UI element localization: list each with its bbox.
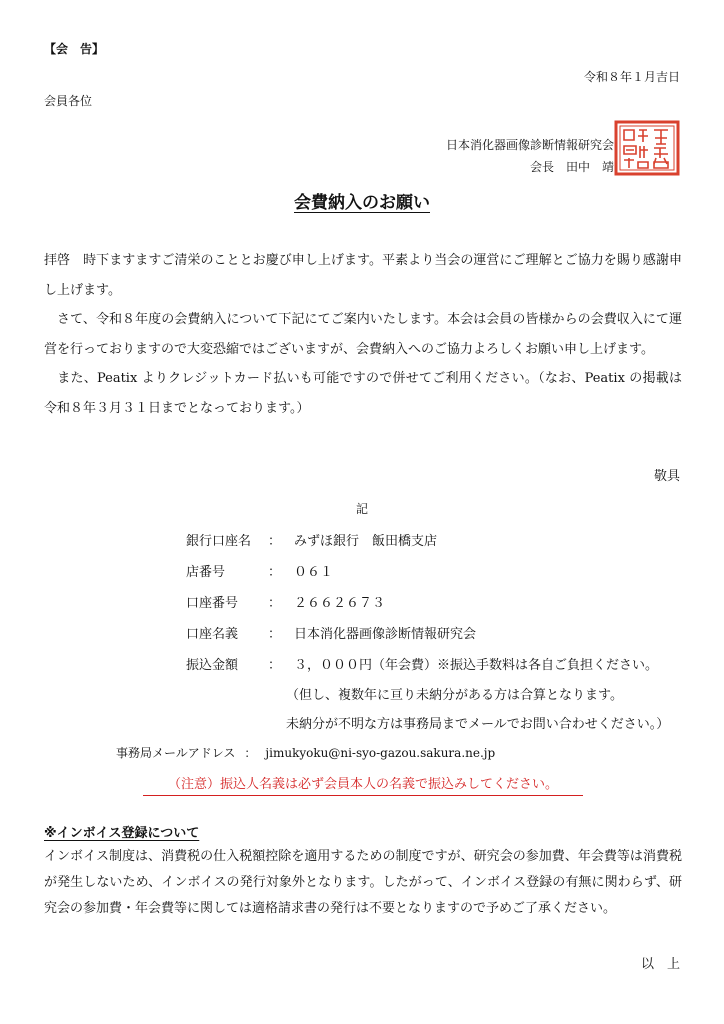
detail-colon: ： xyxy=(268,596,282,611)
detail-bank xyxy=(186,530,437,549)
peatix-paragraph: また、Peatix よりクレジットカード払いも可能ですので併せてご利用ください。（なお、Peatix の掲載は令和８年３月３１日までとなっております。） xyxy=(44,371,682,416)
addressee: 会員各位 xyxy=(44,94,93,108)
detail-colon: ： xyxy=(268,658,282,673)
detail-amount xyxy=(186,654,658,673)
issue-date: 令和８年１月吉日 xyxy=(583,70,680,84)
ending-ijo: 以 上 xyxy=(640,957,680,972)
detail-label: 振込金額 xyxy=(186,658,239,673)
fee-paragraph: さて、令和８年度の会費納入について下記にてご案内いたします。本会は会員の皆様からの会費収入にて運営を行っておりますので大変恐縮ではございますが、会費納入へのご協力よろしくお願い申し上げます。 xyxy=(44,312,682,357)
closing-keigu: 敬具 xyxy=(653,469,680,484)
detail-value: 日本消化器画像診断情報研究会 xyxy=(294,627,477,642)
detail-colon: ： xyxy=(268,534,282,549)
amount-note-2: 未納分が不明な方は事務局までメールでお問い合わせください。） xyxy=(286,717,670,732)
detail-account-holder xyxy=(186,623,476,642)
detail-colon: ： xyxy=(268,565,282,580)
email-label: 事務局メールアドレス xyxy=(116,746,236,760)
organization-name: 日本消化器画像診断情報研究会 xyxy=(445,138,614,152)
detail-branch-number xyxy=(186,561,333,580)
body-text xyxy=(44,246,682,423)
detail-value: みずほ銀行 飯田橋支店 xyxy=(294,534,438,549)
email-row xyxy=(116,744,495,761)
detail-account-number xyxy=(186,592,385,611)
email-address: jimukyoku@ni-syo-gazou.sakura.ne.jp xyxy=(265,746,496,760)
greeting-paragraph: 拝啓 時下ますますご清栄のこととお慶び申し上げます。平素より当会の運営にご理解とご協力を賜り感謝申し上げます。 xyxy=(44,253,682,298)
organization-seal xyxy=(614,120,680,176)
page-title: 会費納入のお願い xyxy=(294,193,430,213)
detail-colon: ： xyxy=(268,627,282,642)
president-name: 会長 田中 靖 xyxy=(529,160,614,174)
invoice-text xyxy=(44,844,682,922)
detail-label: 店番号 xyxy=(186,565,226,580)
detail-label: 銀行口座名 xyxy=(186,534,252,549)
detail-value: ３，０００円（年会費）※振込手数料は各自ご負担ください。 xyxy=(294,658,659,673)
ki-label: 記 xyxy=(356,502,369,516)
detail-label: 口座番号 xyxy=(186,596,239,611)
detail-value: ２６６２６７３ xyxy=(294,596,386,611)
notice-label: 【会 告】 xyxy=(44,42,105,56)
detail-value: ０６１ xyxy=(294,565,334,580)
invoice-heading: ※インボイス登録について xyxy=(44,826,200,841)
amount-note-1: （但し、複数年に亘り未納分がある方は合算となります。 xyxy=(286,688,623,703)
caution-notice: （注意）振込人名義は必ず会員本人の名義で振込みしてください。 xyxy=(143,773,583,796)
detail-label: 口座名義 xyxy=(186,627,239,642)
invoice-paragraph: インボイス制度は、消費税の仕入税額控除を適用するための制度ですが、研究会の参加費、年会費等は消費税が発生しないため、インボイスの発行対象外となります。したがって、インボイス登録の有無に関わらず、研究会の参加費・年会費等に関しては適格請求書の発行は不要となりますので予めご了承ください。 xyxy=(44,849,682,916)
email-colon: ： xyxy=(244,746,257,760)
